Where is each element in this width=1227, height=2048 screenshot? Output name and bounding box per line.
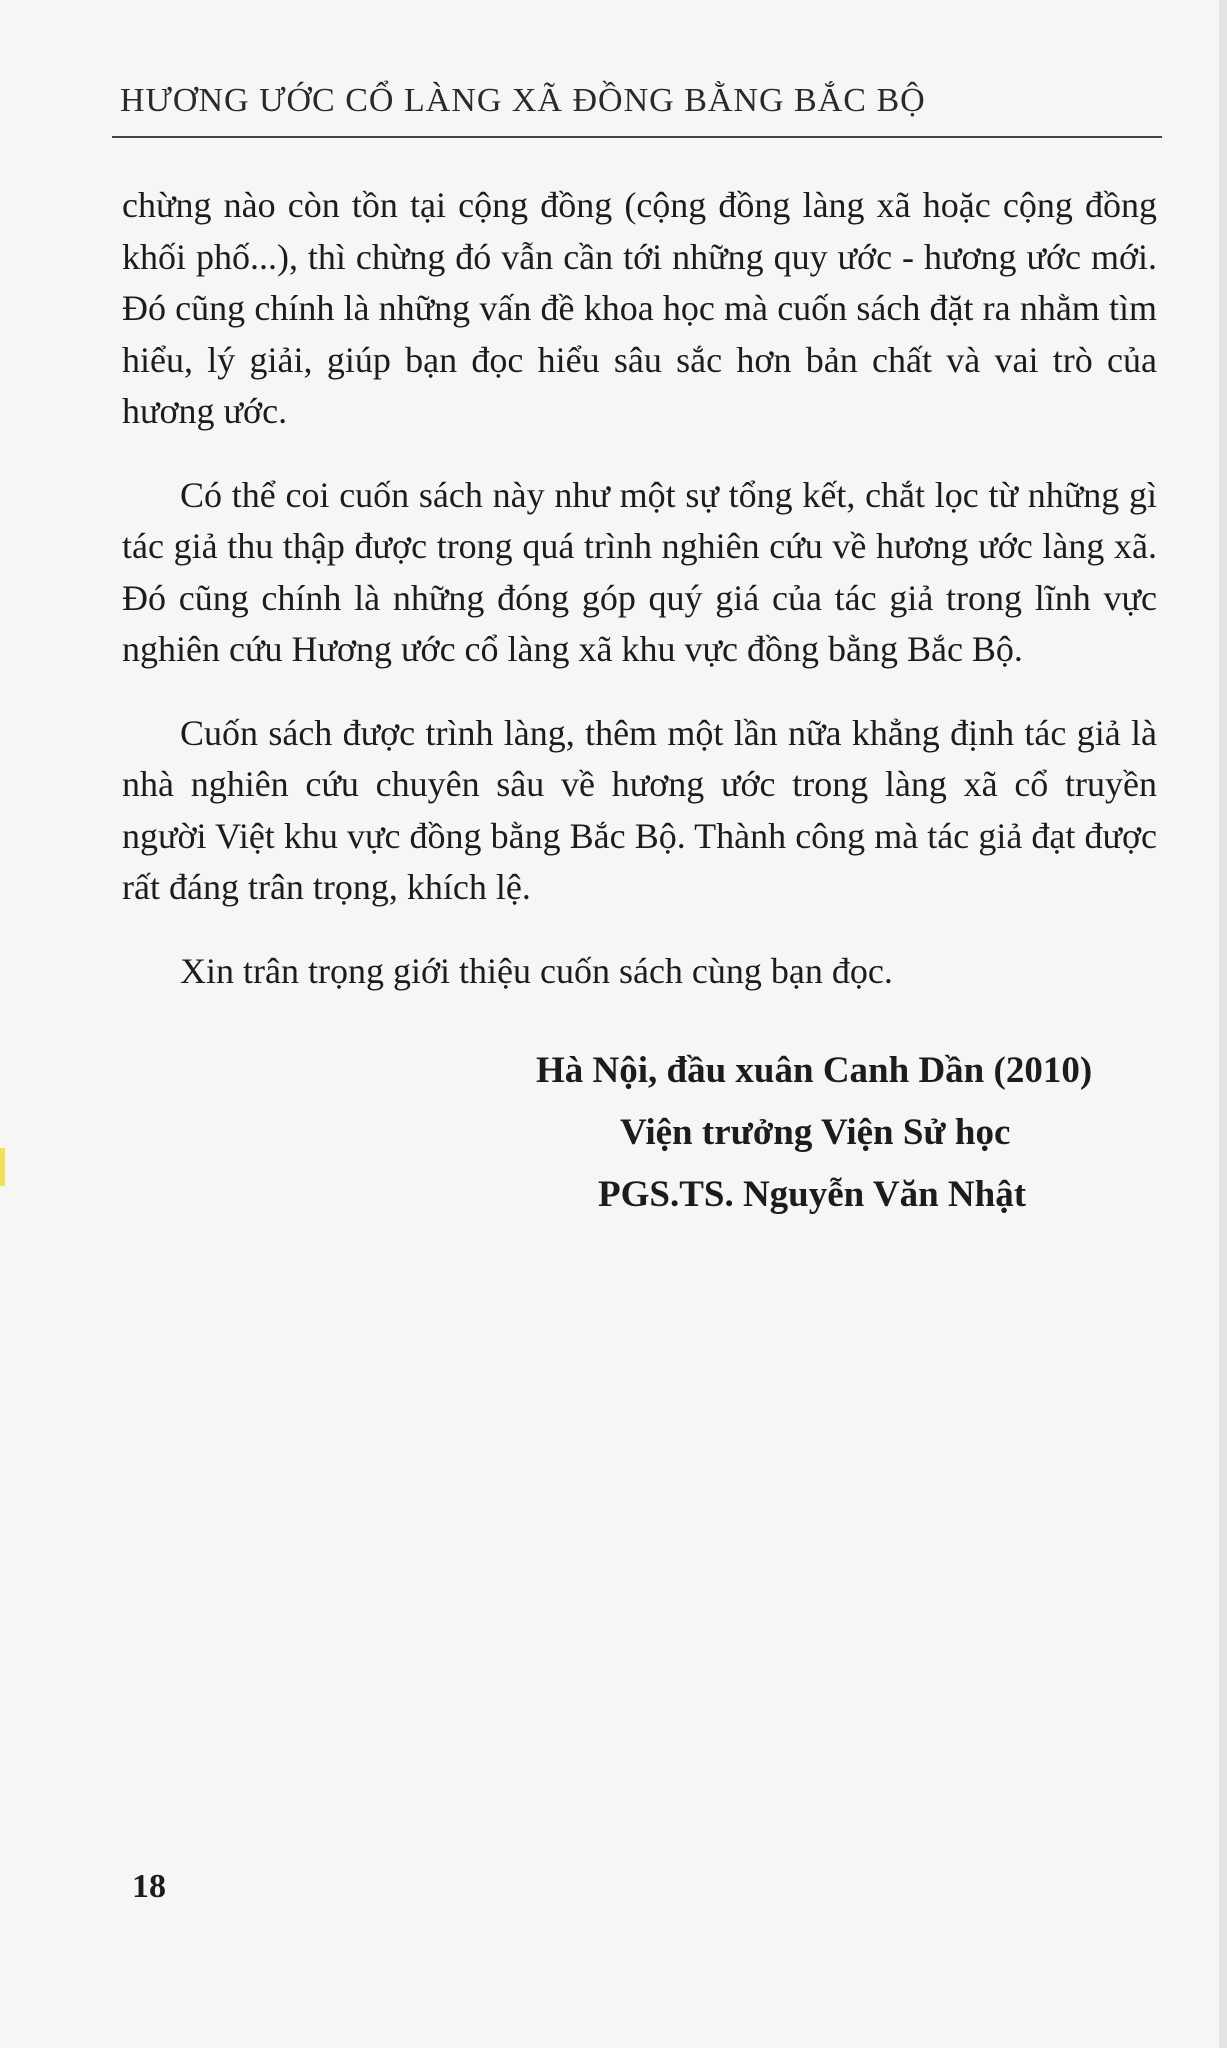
paragraph-affirmation: Cuốn sách được trình làng, thêm một lần nữa khẳng định tác giả là nhà nghiên cứu chuyên sâu về hương ước trong làng xã cổ truyền người Việt khu vực đồng bằng Bắc Bộ. Thành công mà tác giả đạt được rất đáng trân trọng, khích lệ. — [122, 712, 1157, 907]
signature-name: PGS.TS. Nguyễn Văn Nhật — [598, 1174, 1027, 1215]
page-edge-mark — [0, 1148, 5, 1186]
page-number: 18 — [132, 1868, 166, 1905]
paragraph-summary: Có thể coi cuốn sách này như một sự tổng kết, chắt lọc từ những gì tác giả thu thập được trong quá trình nghiên cứu về hương ước làng xã. Đó cũng chính là những đóng góp quý giá của tác giả trong lĩnh vực nghiên cứu Hương ước cổ làng xã khu vực đồng bằng Bắc Bộ. — [122, 474, 1157, 669]
paragraph-introduction: Xin trân trọng giới thiệu cuốn sách cùng bạn đọc. — [180, 950, 893, 991]
running-header: HƯƠNG ƯỚC CỔ LÀNG XÃ ĐỒNG BẰNG BẮC BỘ — [120, 82, 926, 119]
header-divider — [112, 136, 1162, 138]
main-text — [122, 180, 1157, 1029]
signature-place-date: Hà Nội, đầu xuân Canh Dần (2010) — [536, 1050, 1093, 1091]
paragraph-continuation: chừng nào còn tồn tại cộng đồng (cộng đồng làng xã hoặc cộng đồng khối phố...), thì chừng đó vẫn cần tới những quy ước - hương ước mới. Đó cũng chính là những vấn đề khoa học mà cuốn sách đặt ra nhằm tìm hiểu, lý giải, giúp bạn đọc hiểu sâu sắc hơn bản chất và vai trò của hương ước. — [122, 185, 1157, 431]
signature-position: Viện trưởng Viện Sử học — [620, 1112, 1011, 1153]
page-right-edge — [1219, 0, 1227, 2048]
signature-block — [500, 1040, 1160, 1226]
